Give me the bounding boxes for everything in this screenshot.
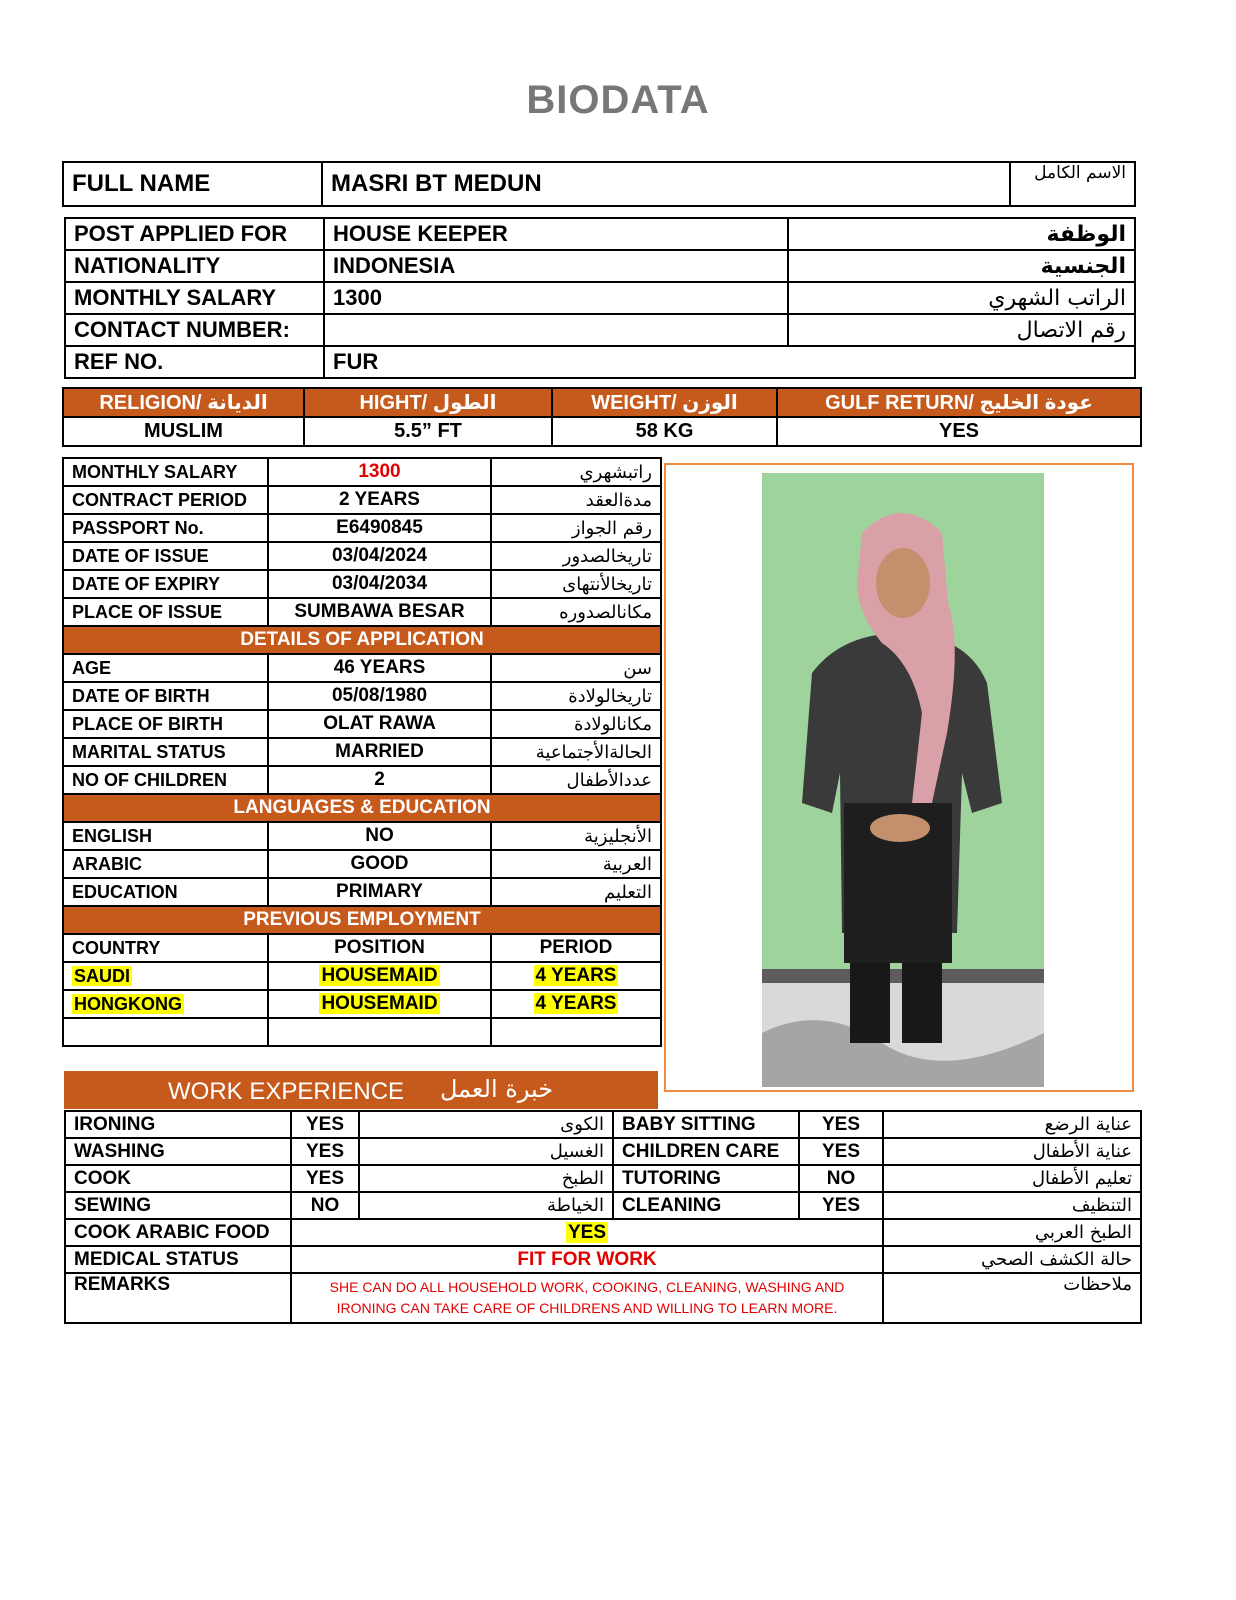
table-row [63, 738, 661, 766]
applicant-photo [762, 473, 1044, 1087]
row-value: 2 [268, 766, 491, 794]
row-label-ar: الجنسية [788, 250, 1135, 282]
row-label: MONTHLY SALARY [65, 282, 324, 314]
row-label: DATE OF EXPIRY [63, 570, 268, 598]
row-label-ar: راتبشهري [491, 458, 661, 486]
row-value: 2 YEARS [268, 486, 491, 514]
row-label: PLACE OF ISSUE [63, 598, 268, 626]
table-row [63, 570, 661, 598]
skill-label-ar: الخياطة [359, 1192, 613, 1219]
row-label-ar: عددالأطفال [491, 766, 661, 794]
row-value: PRIMARY [268, 878, 491, 906]
post-table [64, 217, 1136, 379]
row-label-ar: العربية [491, 850, 661, 878]
row-label-ar: مكانالولادة [491, 710, 661, 738]
table-row [63, 766, 661, 794]
skill-label: CLEANING [613, 1192, 799, 1219]
row-value: 1300 [324, 282, 788, 314]
skill-label: CHILDREN CARE [613, 1138, 799, 1165]
employment-country: SAUDI [74, 965, 131, 986]
work-experience-title: WORK EXPERIENCE [168, 1078, 405, 1105]
row-label: NO OF CHILDREN [63, 766, 268, 794]
work-experience-title-ar: خبرة العمل [440, 1075, 554, 1103]
attr-value: YES [777, 417, 1141, 446]
section-header-row [63, 794, 661, 822]
row-value: 03/04/2024 [268, 542, 491, 570]
skill-value: YES [291, 1138, 359, 1165]
employment-columns-row [63, 934, 661, 962]
full-name-value: MASRI BT MEDUN [322, 162, 1010, 206]
attr-header: WEIGHT/ الوزن [552, 388, 777, 417]
section-header-row [63, 626, 661, 654]
row-label-ar: الوظفة [788, 218, 1135, 250]
medical-label: MEDICAL STATUS [65, 1246, 291, 1273]
remarks-label: REMARKS [65, 1273, 291, 1323]
skill-label-ar: الغسيل [359, 1138, 613, 1165]
table-row [63, 850, 661, 878]
row-label-ar: التعليم [491, 878, 661, 906]
attr-value: 5.5” FT [304, 417, 552, 446]
skill-label: BABY SITTING [613, 1111, 799, 1138]
skill-value: YES [799, 1138, 883, 1165]
skill-label-ar: الكوى [359, 1111, 613, 1138]
table-row [65, 346, 1135, 378]
full-name-row [63, 162, 1135, 206]
attr-value: 58 KG [552, 417, 777, 446]
full-name-label: FULL NAME [63, 162, 322, 206]
skill-label: TUTORING [613, 1165, 799, 1192]
table-row [63, 682, 661, 710]
row-label-ar: رقم الجواز [491, 514, 661, 542]
attributes-table [62, 387, 1142, 447]
work-experience-table [64, 1110, 1142, 1324]
row-label-ar: مكانالصدوره [491, 598, 661, 626]
row-label-ar: مدةالعقد [491, 486, 661, 514]
table-row [63, 514, 661, 542]
skill-label-ar: عناية الرضع [883, 1111, 1141, 1138]
full-name-label-ar: الاسم الكامل [1010, 162, 1135, 206]
attr-value: MUSLIM [63, 417, 304, 446]
row-label: CONTACT NUMBER: [65, 314, 324, 346]
skill-label: SEWING [65, 1192, 291, 1219]
row-label-ar: سن [491, 654, 661, 682]
skill-value: NO [291, 1192, 359, 1219]
attributes-header-row [63, 388, 1141, 417]
cook-arabic-label: COOK ARABIC FOOD [65, 1219, 291, 1246]
column-header: POSITION [268, 934, 491, 962]
full-name-table [62, 161, 1136, 207]
row-value: 46 YEARS [268, 654, 491, 682]
remarks-row [65, 1273, 1141, 1323]
row-value: 05/08/1980 [268, 682, 491, 710]
employment-period: 4 YEARS [535, 965, 617, 986]
row-value [324, 314, 788, 346]
row-value: GOOD [268, 850, 491, 878]
row-label-ar: الراتب الشهري [788, 282, 1135, 314]
table-row [63, 654, 661, 682]
table-row [63, 822, 661, 850]
row-label: EDUCATION [63, 878, 268, 906]
row-value: MARRIED [268, 738, 491, 766]
row-value: NO [268, 822, 491, 850]
employment-country: HONGKONG [74, 993, 182, 1014]
skill-value: YES [291, 1165, 359, 1192]
table-row [63, 542, 661, 570]
medical-row [65, 1246, 1141, 1273]
medical-value: FIT FOR WORK [291, 1246, 883, 1273]
column-header: COUNTRY [63, 934, 268, 962]
table-row [65, 1192, 1141, 1219]
employment-period: 4 YEARS [535, 993, 617, 1014]
row-label-ar: رقم الاتصال [788, 314, 1135, 346]
skill-label: WASHING [65, 1138, 291, 1165]
cook-arabic-label-ar: الطبخ العربي [883, 1219, 1141, 1246]
table-row [63, 962, 661, 990]
languages-section-header: LANGUAGES & EDUCATION [63, 794, 661, 822]
attr-header: GULF RETURN/ عودة الخليج [777, 388, 1141, 417]
row-value: 1300 [268, 458, 491, 486]
skill-label: IRONING [65, 1111, 291, 1138]
details-section-header: DETAILS OF APPLICATION [63, 626, 661, 654]
table-row [63, 486, 661, 514]
table-row [65, 1111, 1141, 1138]
row-label: ARABIC [63, 850, 268, 878]
cook-arabic-value: YES [567, 1221, 607, 1243]
row-value: E6490845 [268, 514, 491, 542]
skill-label-ar: عناية الأطفال [883, 1138, 1141, 1165]
section-header-row [63, 906, 661, 934]
row-value: OLAT RAWA [268, 710, 491, 738]
table-row [63, 990, 661, 1018]
row-label: DATE OF ISSUE [63, 542, 268, 570]
row-label: REF NO. [65, 346, 324, 378]
column-header: PERIOD [491, 934, 661, 962]
row-label: PASSPORT No. [63, 514, 268, 542]
remarks-value: SHE CAN DO ALL HOUSEHOLD WORK, COOKING, CLEANING, WASHING AND IRONING CAN TAKE CARE OF CHILDRENS AND WILLING TO LEARN MORE. [291, 1273, 883, 1323]
row-label: CONTRACT PERIOD [63, 486, 268, 514]
row-label-ar: تاريخالولادة [491, 682, 661, 710]
row-label: AGE [63, 654, 268, 682]
table-row [65, 1138, 1141, 1165]
row-value: INDONESIA [324, 250, 788, 282]
work-experience-header [64, 1071, 658, 1109]
medical-label-ar: حالة الكشف الصحي [883, 1246, 1141, 1273]
row-value: 03/04/2034 [268, 570, 491, 598]
table-row-empty [63, 1018, 661, 1046]
row-label: DATE OF BIRTH [63, 682, 268, 710]
skill-value: YES [291, 1111, 359, 1138]
remarks-label-ar: ملاحظات [883, 1273, 1141, 1323]
row-label-ar: تاريخالأنتهاى [491, 570, 661, 598]
employment-section-header: PREVIOUS EMPLOYMENT [63, 906, 661, 934]
row-label: NATIONALITY [65, 250, 324, 282]
page-title: BIODATA [526, 78, 710, 122]
row-label-ar: الأنجليزية [491, 822, 661, 850]
applicant-photo-illustration [762, 473, 1044, 1087]
row-value: FUR [324, 346, 1135, 378]
cook-arabic-row [65, 1219, 1141, 1246]
table-row [65, 250, 1135, 282]
table-row [63, 598, 661, 626]
table-row [65, 218, 1135, 250]
details-table [62, 457, 662, 1047]
skill-label: COOK [65, 1165, 291, 1192]
skill-label-ar: التنظيف [883, 1192, 1141, 1219]
table-row [63, 458, 661, 486]
employment-position: HOUSEMAID [321, 965, 438, 986]
photo-frame [664, 463, 1134, 1092]
table-row [65, 1165, 1141, 1192]
row-label: POST APPLIED FOR [65, 218, 324, 250]
row-label-ar: الحالةالأجتماعية [491, 738, 661, 766]
skill-value: YES [799, 1111, 883, 1138]
row-value: HOUSE KEEPER [324, 218, 788, 250]
attributes-value-row [63, 417, 1141, 446]
row-label: PLACE OF BIRTH [63, 710, 268, 738]
skill-value: YES [799, 1192, 883, 1219]
employment-position: HOUSEMAID [321, 993, 438, 1014]
table-row [65, 314, 1135, 346]
row-label-ar: تاريخالصدور [491, 542, 661, 570]
row-label: MONTHLY SALARY [63, 458, 268, 486]
row-label: ENGLISH [63, 822, 268, 850]
table-row [63, 878, 661, 906]
table-row [65, 282, 1135, 314]
attr-header: RELIGION/ الديانة [63, 388, 304, 417]
row-label: MARITAL STATUS [63, 738, 268, 766]
skill-value: NO [799, 1165, 883, 1192]
row-value: SUMBAWA BESAR [268, 598, 491, 626]
attr-header: HIGHT/ الطول [304, 388, 552, 417]
skill-label-ar: الطبخ [359, 1165, 613, 1192]
skill-label-ar: تعليم الأطفال [883, 1165, 1141, 1192]
table-row [63, 710, 661, 738]
